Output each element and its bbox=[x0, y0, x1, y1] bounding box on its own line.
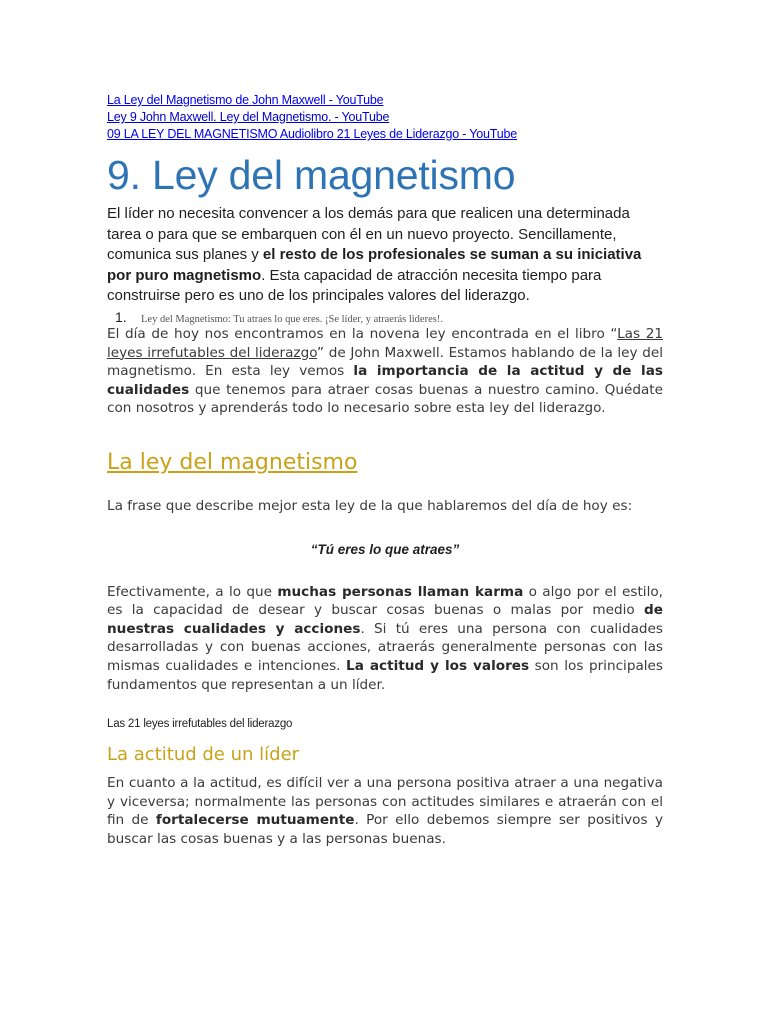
link-youtube-3[interactable]: 09 LA LEY DEL MAGNETISMO Audiolibro 21 Leyes de Liderazgo - YouTube bbox=[107, 127, 518, 141]
para5-text-a: En cuanto a la actitud, es difícil ver a una persona positiva atraer a una negativa y viceversa; normalmente las personas con actitudes similares e atraerán con el fin de bbox=[107, 775, 663, 829]
list-number: 1. bbox=[115, 308, 127, 325]
para5-bold: fortalecerse mutuamente bbox=[155, 812, 355, 829]
subsection-heading: La actitud de un líder bbox=[107, 744, 300, 766]
para4-bold-2: de nuestras cualidades y acciones bbox=[107, 602, 663, 637]
intro-paragraph bbox=[107, 204, 663, 307]
youtube-links bbox=[107, 92, 663, 143]
section-heading: La ley del magnetismo bbox=[107, 449, 358, 475]
para5-text-b: . Por ello debemos siempre ser positivos y buscar las cosas buenas y a las personas buenas. bbox=[107, 812, 663, 847]
quote: “Tú eres lo que atraes” bbox=[310, 541, 460, 557]
paragraph-phrase: La frase que describe mejor esta ley de la que hablaremos del día de hoy es: bbox=[107, 497, 633, 514]
para4-text-c: . Si tú eres una persona con cualidades desarrolladas y con buenas acciones, atraerás generalmente personas con las mismas cualidades e intenciones. bbox=[107, 620, 663, 674]
para2-text-c: que tenemos para atraer cosas buenas a nuestro camino. Quédate con nosotros y aprenderás todo lo necesario sobre esta ley del liderazgo. bbox=[107, 381, 663, 417]
intro-text-2: . Esta capacidad de atracción necesita tiempo para construirse pero es uno de los principales valores del liderazgo. bbox=[107, 266, 602, 305]
paragraph-attitude bbox=[107, 774, 663, 848]
list-item bbox=[115, 309, 663, 325]
para4-bold-1: muchas personas llaman karma bbox=[277, 583, 524, 600]
link-youtube-1[interactable]: La Ley del Magnetismo de John Maxwell - YouTube bbox=[107, 93, 384, 107]
para2-text-b: ” de John Maxwell. Estamos hablando de la ley del magnetismo. En esta ley vemos bbox=[107, 344, 663, 380]
para4-bold-3: La actitud y los valores bbox=[346, 657, 530, 674]
book-link[interactable]: Las 21 leyes irrefutables del liderazgo bbox=[107, 325, 663, 361]
intro-text-1: El líder no necesita convencer a los demás para que realicen una determinada tarea o para que se embarquen con él en un nuevo proyecto. Sencillamente, comunica sus planes y bbox=[107, 205, 630, 264]
para4-text-b: o algo por el estilo, es la capacidad de desear y buscar cosas buenas o malas por medio bbox=[107, 583, 663, 619]
link-youtube-2[interactable]: Ley 9 John Maxwell. Ley del Magnetismo. - YouTube bbox=[107, 110, 390, 124]
document-page bbox=[107, 92, 663, 848]
intro-bold: el resto de los profesionales se suman a su iniciativa por puro magnetismo bbox=[107, 246, 642, 284]
paragraph-karma bbox=[107, 583, 663, 695]
image-caption: Las 21 leyes irrefutables del liderazgo bbox=[107, 718, 293, 731]
paragraph-book bbox=[107, 325, 663, 418]
page-title: 9. Ley del magnetismo bbox=[107, 152, 516, 198]
para4-text-a: Efectivamente, a lo que bbox=[107, 583, 278, 600]
para4-text-d: son los principales fundamentos que representan a un líder. bbox=[107, 657, 664, 693]
para2-text-a: El día de hoy nos encontramos en la novena ley encontrada en el libro “ bbox=[107, 325, 618, 342]
list-text: Ley del Magnetismo: Tu atraes lo que eres. ¡Se líder, y atraerás lideres!. bbox=[141, 313, 443, 325]
para2-bold: la importancia de la actitud y de las cualidades bbox=[107, 363, 663, 398]
